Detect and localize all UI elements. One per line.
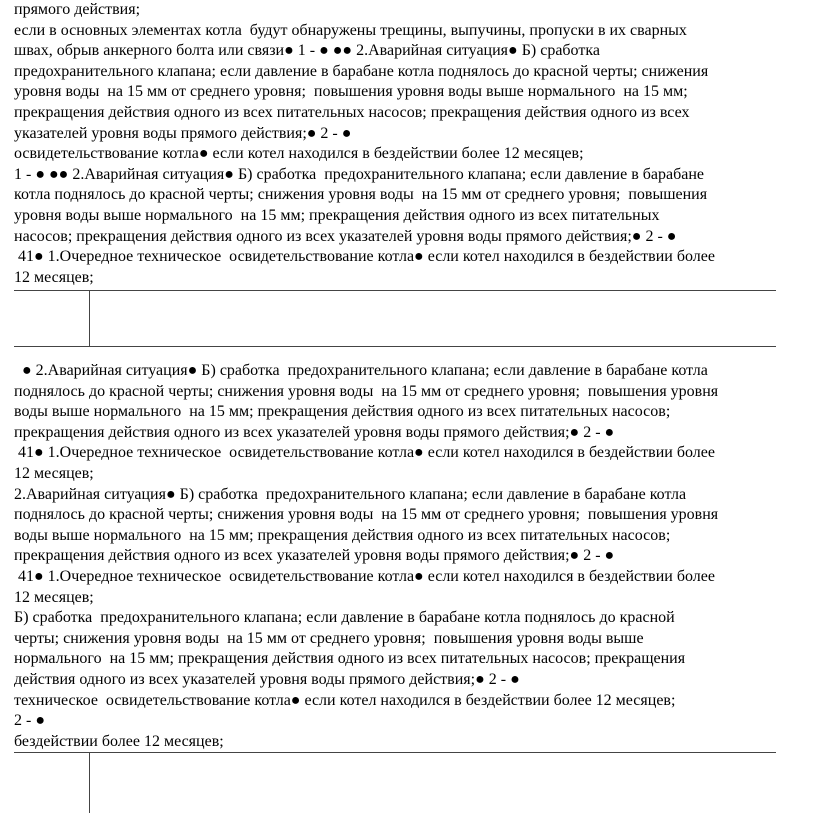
table-border-top <box>14 290 776 291</box>
text-line: воды выше нормального на 15 мм; прекращения действия одного из всех питательных насосов; <box>14 526 671 544</box>
text-line: нормального на 15 мм; прекращения действия одного из всех питательных насосов; прекращения <box>14 650 686 668</box>
text-line: 41● 1.Очередное техническое освидетельствование котла● если котел находился в бездействии более <box>14 248 715 266</box>
table-border-top-2 <box>14 752 776 753</box>
text-line: уровня воды выше нормального на 15 мм; прекращения действия одного из всех питательных <box>14 206 660 224</box>
text-line: насосов; прекращения действия одного из всех указателей уровня воды прямого действия;● 2 - ● <box>14 227 677 245</box>
text-line: черты; снижения уровня воды на 15 мм от среднего уровня; повышения уровня воды выше <box>14 629 644 647</box>
text-line: 2.Аварийная ситуация● Б) сработка предохранительного клапана; если давление в барабане котла <box>14 485 687 503</box>
text-line: 2 - ● <box>14 712 45 730</box>
text-line: котла поднялось до красной черты; снижения уровня воды на 15 мм от среднего уровня; повышения <box>14 186 708 204</box>
table-border-bottom <box>14 346 776 347</box>
text-line: уровня воды на 15 мм от среднего уровня; повышения уровня воды выше нормального на 15 мм; <box>14 83 688 101</box>
text-line: прекращения действия одного из всех питательных насосов; прекращения действия одного из всех <box>14 103 690 121</box>
text-block-top <box>14 0 806 288</box>
text-line: 12 месяцев; <box>14 588 94 606</box>
text-line: 12 месяцев; <box>14 268 94 286</box>
text-line: указателей уровня воды прямого действия;● 2 - ● <box>14 124 352 142</box>
text-line: воды выше нормального на 15 мм; прекращения действия одного из всех питательных насосов; <box>14 403 671 421</box>
text-line: бездействии более 12 месяцев; <box>14 732 224 750</box>
text-line: освидетельствование котла● если котел находился в бездействии более 12 месяцев; <box>14 145 584 163</box>
text-block-bottom <box>14 361 806 752</box>
text-line: 41● 1.Очередное техническое освидетельствование котла● если котел находился в бездействии более <box>14 567 715 585</box>
text-line: если в основных элементах котла будут обнаружены трещины, выпучины, пропуски в их сварных <box>14 21 687 39</box>
text-line: действия одного из всех указателей уровня воды прямого действия;● 2 - ● <box>14 670 520 688</box>
text-line: 1 - ● ●● 2.Аварийная ситуация● Б) сработка предохранительного клапана; если давление в барабане <box>14 165 705 183</box>
text-line: поднялось до красной черты; снижения уровня воды на 15 мм от среднего уровня; повышения уровня <box>14 506 719 524</box>
text-line: ● 2.Аварийная ситуация● Б) сработка предохранительного клапана; если давление в барабане котла <box>14 362 708 379</box>
text-line: предохранительного клапана; если давление в барабане котла поднялось до красной черты; снижения <box>14 62 709 80</box>
text-line: техническое освидетельствование котла● если котел находился в бездействии более 12 месяцев; <box>14 691 676 709</box>
text-line: прекращения действия одного из всех указателей уровня воды прямого действия;● 2 - ● <box>14 423 615 441</box>
text-line: Б) сработка предохранительного клапана; если давление в барабане котла поднялось до красной <box>14 609 675 627</box>
text-line: 41● 1.Очередное техническое освидетельствование котла● если котел находился в бездействии более <box>14 444 715 462</box>
text-line: прекращения действия одного из всех указателей уровня воды прямого действия;● 2 - ● <box>14 547 615 565</box>
text-line: прямого действия; <box>14 1 141 18</box>
text-line: швах, обрыв анкерного болта или связи● 1 - ● ●● 2.Аварийная ситуация● Б) сработка <box>14 42 600 60</box>
table-cell-divider <box>89 290 90 346</box>
table-cell-divider-2 <box>89 752 90 813</box>
text-line: поднялось до красной черты; снижения уровня воды на 15 мм от среднего уровня; повышения уровня <box>14 382 719 400</box>
text-line: 12 месяцев; <box>14 464 94 482</box>
